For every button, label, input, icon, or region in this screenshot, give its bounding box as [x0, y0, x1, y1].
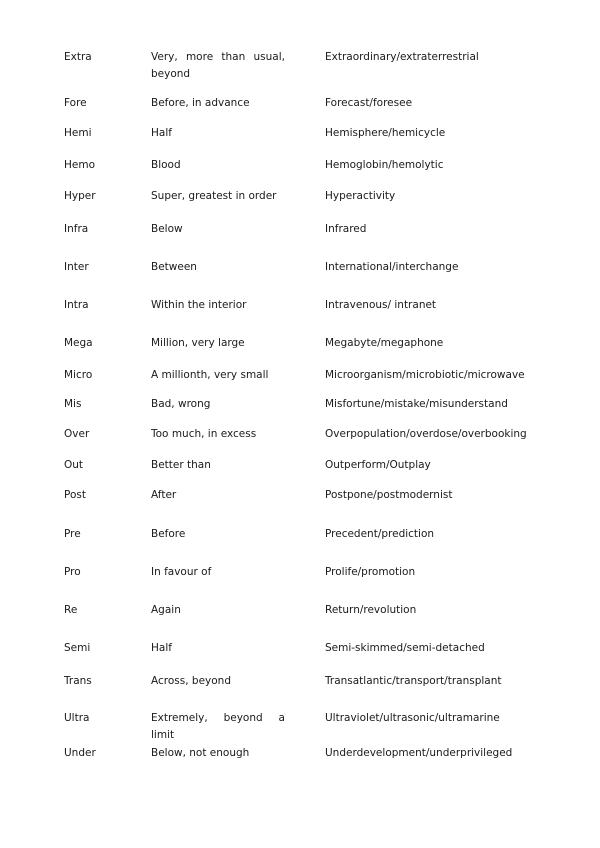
prefix: Fore: [64, 97, 87, 109]
meaning: Before, in advance: [151, 97, 250, 109]
prefix: Trans: [64, 675, 92, 687]
meaning: Across, beyond: [151, 675, 231, 687]
examples: International/interchange: [325, 261, 459, 273]
examples: Postpone/postmodernist: [325, 489, 453, 501]
meaning: Half: [151, 127, 172, 139]
prefix: Extra: [64, 51, 92, 63]
examples: Semi-skimmed/semi-detached: [325, 642, 485, 654]
meaning-line: beyond: [151, 68, 191, 80]
meaning: After: [151, 489, 177, 501]
prefix: Hemo: [64, 159, 96, 171]
examples: Megabyte/megaphone: [325, 337, 444, 349]
examples: Return/revolution: [325, 604, 417, 616]
examples: Hyperactivity: [325, 190, 396, 202]
prefix: Hemi: [64, 127, 92, 139]
examples: Overpopulation/overdose/overbooking: [325, 428, 527, 440]
examples: Precedent/prediction: [325, 528, 435, 540]
meaning: Super, greatest in order: [151, 190, 277, 202]
meaning: [151, 49, 285, 83]
meaning-line: Very, more than usual,: [151, 51, 285, 63]
prefix: Mega: [64, 337, 93, 349]
prefix: Intra: [64, 299, 89, 311]
prefix: Infra: [64, 223, 89, 235]
prefix: Re: [64, 604, 78, 616]
meaning: Bad, wrong: [151, 398, 211, 410]
meaning: In favour of: [151, 566, 212, 578]
examples: Hemisphere/hemicycle: [325, 127, 446, 139]
meaning: Between: [151, 261, 197, 273]
examples: Extraordinary/extraterrestrial: [325, 51, 479, 63]
examples: Misfortune/mistake/misunderstand: [325, 398, 508, 410]
meaning: Blood: [151, 159, 181, 171]
prefix: Post: [64, 489, 86, 501]
meaning: Extremely, beyond a limit: [151, 712, 285, 741]
meaning: Within the interior: [151, 299, 247, 311]
meaning: A millionth, very small: [151, 369, 269, 381]
examples: Intravenous/ intranet: [325, 299, 437, 311]
prefix: Out: [64, 459, 84, 471]
meaning: Million, very large: [151, 337, 245, 349]
examples: Forecast/foresee: [325, 97, 413, 109]
examples: Microorganism/microbiotic/microwave: [325, 369, 525, 381]
prefix: Over: [64, 428, 90, 440]
prefix: Semi: [64, 642, 91, 654]
examples: Hemoglobin/hemolytic: [325, 159, 444, 171]
meaning: Half: [151, 642, 172, 654]
prefix: Inter: [64, 261, 89, 273]
examples: Transatlantic/transport/transplant: [325, 675, 502, 687]
meaning: Better than: [151, 459, 211, 471]
examples: Infrared: [325, 223, 367, 235]
meaning: Before: [151, 528, 186, 540]
examples: Ultraviolet/ultrasonic/ultramarine: [325, 712, 500, 724]
prefix: Pro: [64, 566, 81, 578]
prefix: Mis: [64, 398, 82, 410]
prefix: Pre: [64, 528, 81, 540]
prefix: Ultra: [64, 712, 90, 724]
meaning: Below, not enough: [151, 747, 250, 759]
prefix: Micro: [64, 369, 93, 381]
meaning: Again: [151, 604, 181, 616]
meaning: Too much, in excess: [151, 428, 257, 440]
meaning: Below: [151, 223, 183, 235]
examples: Underdevelopment/underprivileged: [325, 747, 513, 759]
examples: Prolife/promotion: [325, 566, 416, 578]
prefix: Under: [64, 747, 96, 759]
examples: Outperform/Outplay: [325, 459, 431, 471]
prefix: Hyper: [64, 190, 96, 202]
